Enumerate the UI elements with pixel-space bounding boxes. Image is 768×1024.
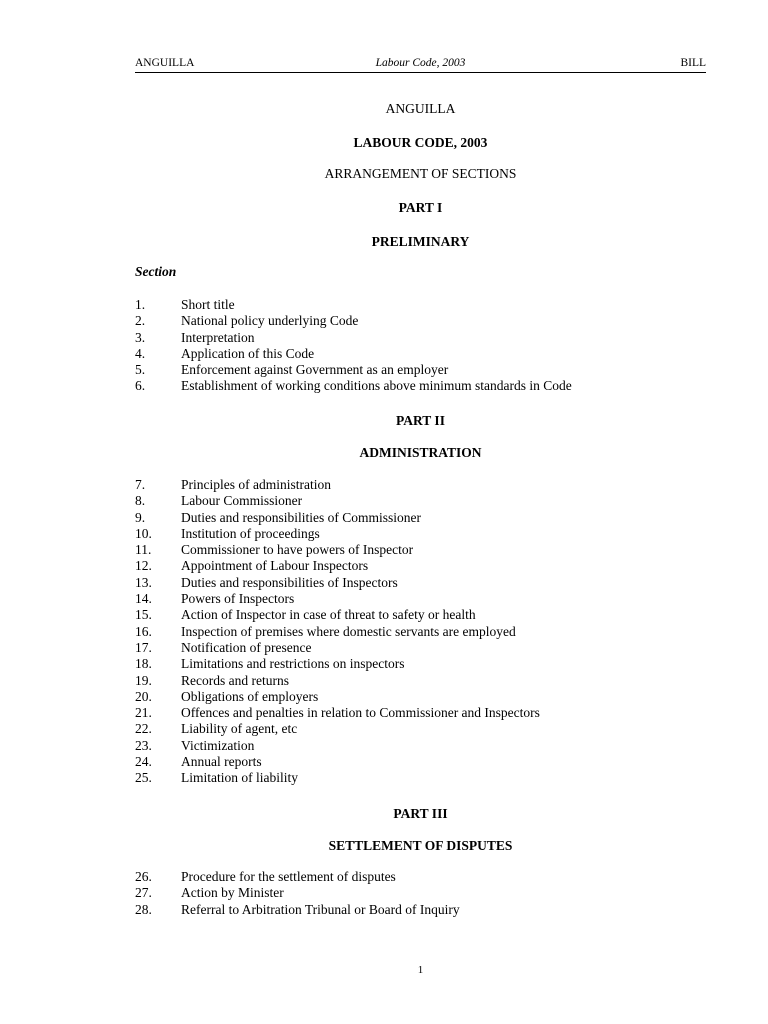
section-title: Notification of presence xyxy=(181,639,312,655)
part-2-heading: ADMINISTRATION xyxy=(359,445,482,460)
section-entry xyxy=(135,362,706,378)
section-entry xyxy=(135,542,706,558)
section-entry xyxy=(135,640,706,656)
section-title: Powers of Inspectors xyxy=(181,591,295,607)
section-title: Appointment of Labour Inspectors xyxy=(181,558,369,574)
section-title: Application of this Code xyxy=(181,345,315,361)
section-entry xyxy=(135,477,706,493)
section-title: Liability of agent, etc xyxy=(181,721,298,737)
section-entry xyxy=(135,378,706,394)
section-entry xyxy=(135,297,706,313)
section-entry xyxy=(135,754,706,770)
section-number: 4. xyxy=(135,345,146,361)
section-title: Obligations of employers xyxy=(181,688,319,704)
section-title: Enforcement against Government as an employer xyxy=(181,362,449,378)
section-number: 25. xyxy=(135,770,152,786)
section-entry xyxy=(135,510,706,526)
section-number: 14. xyxy=(135,591,152,607)
running-header xyxy=(135,56,706,73)
section-entry xyxy=(135,526,706,542)
section-title: Offences and penalties in relation to Commissioner and Inspectors xyxy=(181,705,540,721)
section-number: 17. xyxy=(135,639,152,655)
section-number: 26. xyxy=(135,869,152,884)
section-number: 11. xyxy=(135,542,152,558)
part-3-label: PART III xyxy=(393,806,448,821)
section-title: Short title xyxy=(181,297,235,312)
section-number: 23. xyxy=(135,737,152,753)
code-title: LABOUR CODE, 2003 xyxy=(353,135,488,150)
section-number: 3. xyxy=(135,329,146,345)
section-title: Procedure for the settlement of disputes xyxy=(181,869,396,884)
section-title: Commissioner to have powers of Inspector xyxy=(181,542,414,558)
section-entry xyxy=(135,591,706,607)
section-entry xyxy=(135,575,706,591)
section-entry xyxy=(135,607,706,623)
section-title: Establishment of working conditions above minimum standards in Code xyxy=(181,378,572,394)
section-number: 27. xyxy=(135,885,152,901)
section-column-label: Section xyxy=(135,264,177,279)
section-number: 7. xyxy=(135,477,146,492)
section-number: 28. xyxy=(135,901,152,917)
section-entry xyxy=(135,673,706,689)
part-2-label: PART II xyxy=(396,413,445,428)
part-1-heading: PRELIMINARY xyxy=(371,234,470,249)
section-title: Action of Inspector in case of threat to safety or health xyxy=(181,607,476,623)
section-entry xyxy=(135,689,706,705)
part-1-label: PART I xyxy=(398,200,443,215)
part-3-section-list xyxy=(135,869,706,918)
section-number: 20. xyxy=(135,688,152,704)
header-right: BILL xyxy=(680,57,706,69)
section-entry xyxy=(135,493,706,509)
section-entry xyxy=(135,558,706,574)
section-number: 9. xyxy=(135,509,146,525)
section-number: 24. xyxy=(135,754,152,770)
section-title: Duties and responsibilities of Inspectors xyxy=(181,574,398,590)
section-title: Victimization xyxy=(181,737,255,753)
section-entry xyxy=(135,705,706,721)
section-title: Principles of administration xyxy=(181,477,331,492)
section-title: Interpretation xyxy=(181,329,255,345)
section-title: Inspection of premises where domestic servants are employed xyxy=(181,623,516,639)
section-entry xyxy=(135,885,706,901)
section-number: 19. xyxy=(135,672,152,688)
section-number: 1. xyxy=(135,297,146,312)
section-entry xyxy=(135,770,706,786)
section-title: Annual reports xyxy=(181,754,262,770)
section-entry xyxy=(135,656,706,672)
header-left: ANGUILLA xyxy=(135,57,195,69)
section-entry xyxy=(135,902,706,918)
section-entry xyxy=(135,346,706,362)
header-center: Labour Code, 2003 xyxy=(375,57,466,69)
section-number: 18. xyxy=(135,656,152,672)
section-title: Referral to Arbitration Tribunal or Board of Inquiry xyxy=(181,901,460,917)
section-number: 15. xyxy=(135,607,152,623)
section-title: Institution of proceedings xyxy=(181,525,320,541)
section-number: 16. xyxy=(135,623,152,639)
section-entry xyxy=(135,721,706,737)
section-number: 21. xyxy=(135,705,152,721)
section-entry xyxy=(135,313,706,329)
section-title: Action by Minister xyxy=(181,885,284,901)
section-number: 8. xyxy=(135,493,146,509)
section-title: Records and returns xyxy=(181,672,289,688)
arrangement-title: ARRANGEMENT OF SECTIONS xyxy=(324,166,517,181)
part-3-heading: SETTLEMENT OF DISPUTES xyxy=(328,838,513,853)
page-number: 1 xyxy=(417,964,424,976)
section-number: 6. xyxy=(135,378,146,394)
section-number: 2. xyxy=(135,313,146,329)
section-title: Limitations and restrictions on inspectors xyxy=(181,656,405,672)
section-entry xyxy=(135,624,706,640)
section-number: 5. xyxy=(135,362,146,378)
section-title: Duties and responsibilities of Commissioner xyxy=(181,509,421,525)
section-number: 12. xyxy=(135,558,152,574)
section-entry xyxy=(135,738,706,754)
section-entry xyxy=(135,330,706,346)
part-2-section-list xyxy=(135,477,706,787)
section-number: 13. xyxy=(135,574,152,590)
jurisdiction-title: ANGUILLA xyxy=(385,101,456,116)
section-title: Limitation of liability xyxy=(181,770,298,786)
section-title: Labour Commissioner xyxy=(181,493,303,509)
section-title: National policy underlying Code xyxy=(181,313,359,329)
section-entry xyxy=(135,869,706,885)
section-number: 10. xyxy=(135,525,152,541)
part-1-section-list xyxy=(135,297,706,395)
section-number: 22. xyxy=(135,721,152,737)
